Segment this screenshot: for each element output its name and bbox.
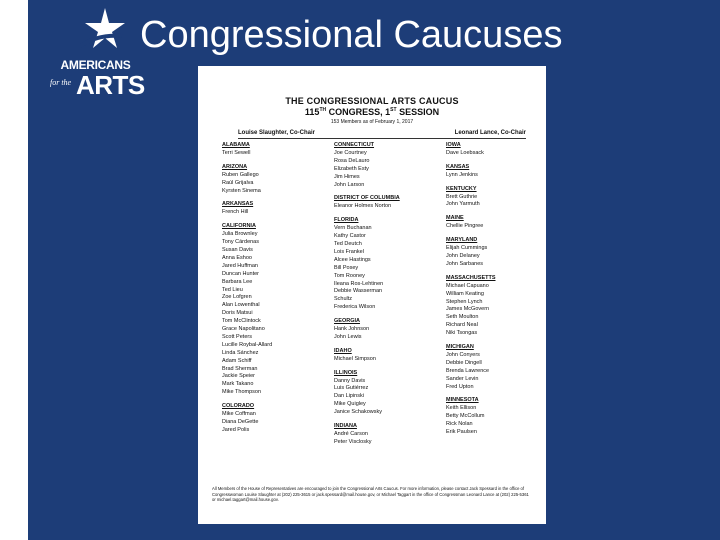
state-heading: KANSAS [446,163,470,170]
member-name: Adam Schiff [222,357,252,364]
member-name: Stephen Lynch [446,298,483,305]
congress-number: 115 [304,107,320,117]
member-name: Luis Gutiérrez [334,385,369,392]
member-name: Barbara Lee [222,278,253,285]
state-heading: GEORGIA [334,318,360,325]
member-name: Erik Paulsen [446,429,477,436]
member-name: John Larson [334,181,365,188]
star-swoosh-icon [78,6,128,56]
member-name: Mark Takano [222,381,254,388]
logo-for-the-text: for the [50,78,72,87]
state-heading: DISTRICT OF COLUMBIA [334,195,400,202]
co-chairs-row [238,130,526,139]
member-name: Rosa DeLauro [334,157,370,164]
logo-americans-text: AMERICANS [60,58,131,72]
member-name: Fred Upton [446,383,474,390]
member-name: Schultz [334,296,353,303]
member-name: Peter Visclosky [334,438,372,445]
member-name: Zoe Lofgren [222,294,252,301]
member-name: Ted Deutch [334,240,362,247]
member-name: Diana DeGette [222,419,259,425]
state-heading: COLORADO [222,403,255,410]
state-heading: IDAHO [334,347,352,354]
member-name: Ted Lieu [222,286,243,293]
member-name: Alcee Hastings [334,256,371,263]
document-title: THE CONGRESSIONAL ARTS CAUCUS [285,96,459,106]
member-name: Ruben Gallego [222,171,259,178]
member-name: Jackie Speier [222,373,256,380]
member-name: Jim Himes [334,173,360,180]
member-name: Susan Davis [222,246,253,253]
member-name: Seth Moulton [446,314,479,321]
member-name: Mike Thompson [222,389,262,396]
member-name: Scott Peters [222,333,252,340]
member-name: Doris Matsui [222,310,253,317]
member-name: Debbie Dingell [446,359,482,366]
member-name: Danny Davis [334,377,366,384]
logo-arts-text: ARTS [76,70,145,100]
member-name: Tom McClintock [222,318,261,325]
state-heading: MICHIGAN [446,344,474,351]
member-name: Lynn Jenkins [446,171,478,178]
state-heading: MINNESOTA [446,397,479,404]
left-margin-strip [0,0,28,540]
member-name: Elizabeth Esty [334,165,369,172]
congress-suffix: TH [319,107,327,113]
state-heading: CONNECTICUT [334,142,375,148]
state-heading: KENTUCKY [446,185,477,192]
member-name: Bill Posey [334,264,359,271]
document-date-line: 153 Members as of February 1, 2017 [330,119,414,125]
member-name: Kyrsten Sinema [222,187,261,194]
state-heading: FLORIDA [334,217,359,224]
member-name: Elijah Cummings [446,245,488,252]
state-heading: ALABAMA [222,142,250,148]
member-name: Richard Neal [446,322,478,329]
member-name: John Yarmuth [446,201,480,208]
session-suffix: ST [390,107,397,113]
document-session [198,107,546,117]
slide-title: Congressional Caucuses [140,14,563,56]
member-column-1 [222,142,326,435]
member-name: Brett Guthrie [446,193,478,200]
member-name: Frederica Wilson [334,304,376,311]
member-name: Dan Lipinski [334,393,364,400]
member-name: Tony Cárdenas [222,239,259,246]
member-name: John Conyers [446,351,480,358]
member-name: Sander Levin [446,375,479,382]
member-name: Mike Quigley [334,401,366,408]
slide-background [28,0,720,540]
member-name: John Lewis [334,333,362,340]
congress-text: CONGRESS, 1 [328,107,391,117]
member-name: Linda Sánchez [222,349,259,356]
state-heading: ILLINOIS [334,369,358,376]
member-name: Debbie Wasserman [334,288,383,295]
member-name: Eleanor Holmes Norton [334,203,392,210]
member-name: Raúl Grijalva [222,179,254,186]
member-name: André Carson [334,431,368,437]
session-text: SESSION [399,107,440,117]
state-heading: ARIZONA [222,163,248,170]
caucus-document [198,66,546,524]
member-name: Anna Eshoo [222,254,252,261]
member-name: Brad Sherman [222,365,258,372]
member-name: John Sarbanes [446,260,483,267]
member-name: Alan Lowenthal [222,302,260,309]
member-name: Rick Nolan [446,421,473,428]
member-column-2 [334,142,438,447]
member-name: John Delaney [446,252,480,259]
state-heading: IOWA [446,142,461,148]
member-name: Joe Courtney [334,149,367,156]
member-name: Michael Simpson [334,355,376,362]
member-name: James McGovern [446,306,490,313]
member-name: Lois Frankel [334,248,364,255]
member-name: Jared Huffman [222,262,258,269]
state-heading: MAINE [446,215,464,222]
member-name: William Keating [446,290,484,297]
member-name: Mike Coffman [222,411,256,418]
member-name: Michael Capuano [446,282,489,289]
member-name: Brenda Lawrence [446,367,490,374]
cochair-left: Louise Slaughter, Co-Chair [238,130,316,136]
member-name: Hank Johnson [334,326,370,333]
member-name: Tom Rooney [334,272,365,279]
member-name: Terri Sewell [222,149,251,156]
member-name: Dave Loebsack [446,149,484,156]
member-name: Ileana Ros-Lehtinen [334,280,384,287]
member-name: French Hill [222,209,249,216]
member-name: Kathy Castor [334,233,366,240]
document-footnote: All Members of the House of Representatives are encouraged to join the Congressional Arts Caucus. For more information, please contact Jack Spessard in the office of Congresswoman Louise Slaughter at (202) 225-3615 or jack.spessard@mail.house.gov, or Michael Taggart in the office of Congressman Leonard Lance at (202) 225-5361 or michael.taggart@mail.house.gov. [212,486,529,502]
member-name: Grace Napolitano [222,326,265,333]
member-name: Betty McCollum [446,413,485,420]
member-name: Lucille Roybal-Allard [222,341,273,348]
document-header [198,96,546,125]
cochair-right: Leonard Lance, Co-Chair [454,130,526,136]
state-heading: CALIFORNIA [222,223,256,230]
state-heading: INDIANA [334,423,357,430]
member-name: Keith Ellison [446,405,477,412]
member-name: Niki Tsongas [446,330,478,337]
state-heading: MARYLAND [446,237,478,244]
member-name: Julia Brownley [222,231,258,238]
member-name: Duncan Hunter [222,270,259,277]
member-name: Jared Polis [222,426,250,433]
member-column-3 [446,142,542,437]
member-name: Chellie Pingree [446,223,484,230]
state-heading: ARKANSAS [222,201,254,208]
member-name: Janice Schakowsky [334,409,382,416]
member-name: Vern Buchanan [334,225,372,232]
state-heading: MASSACHUSETTS [446,274,496,281]
